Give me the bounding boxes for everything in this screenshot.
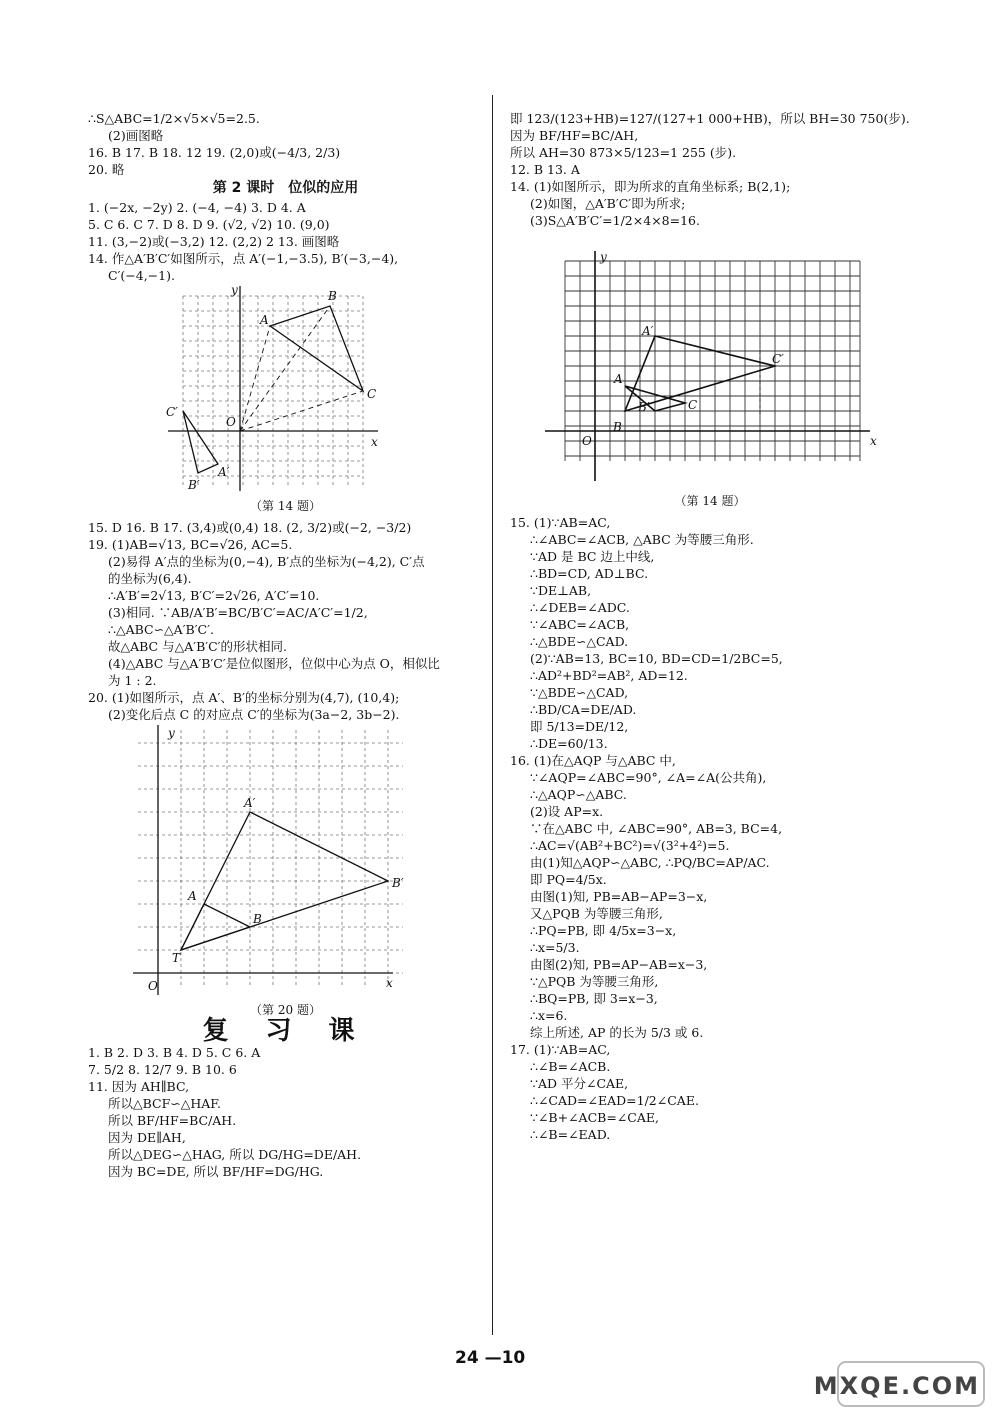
point-label-B: B [253,912,262,926]
text-line: 由图(1)知, PB=AB−AP=3−x, [530,889,708,904]
text-line: 11. 因为 AH∥BC, [88,1079,190,1094]
origin-label: O [582,434,592,448]
figure-14-right-grid [510,231,910,491]
text-line: 17. (1)∵AB=AC, [510,1042,611,1057]
figure-14-caption: （第 14 题） [250,499,321,513]
text-line: 的坐标为(6,4). [108,571,192,586]
text-line: ∴△ABC∽△A′B′C′. [108,622,214,637]
axis-label-y: y [600,250,607,264]
text-line: 16. B 17. B 18. 12 19. (2,0)或(−4/3, 2/3) [88,145,341,160]
point-label-A: A [614,372,623,386]
text-line: (2)画图略 [108,128,164,143]
text-line: ∴∠B=∠ACB. [530,1059,611,1074]
point-label-A: A [260,313,269,327]
text-line: ∴AD²+BD²=AB², AD=12. [530,668,688,683]
section-title-positional-similarity: 第 2 课时 位似的应用 [212,180,359,196]
text-line: ∴DE=60/13. [530,736,608,751]
text-line: C′(−4,−1). [108,268,175,283]
text-line: ∴AC=√(AB²+BC²)=√(3²+4²)=5. [530,838,730,853]
text-line: 12. B 13. A [510,162,580,177]
text-line: 16. (1)在△AQP 与△ABC 中, [510,753,676,768]
axis-label-y: y [231,286,238,297]
point-label-A: A [188,889,197,903]
text-line: 5. C 6. C 7. D 8. D 9. (√2, √2) 10. (9,0) [88,217,330,232]
text-line: 综上所述, AP 的长为 5/3 或 6. [530,1025,704,1040]
text-line: 所以△BCF∽△HAF. [108,1096,221,1111]
text-line: 20. (1)如图所示，点 A′、B′的坐标分别为(4,7), (10,4); [88,690,400,705]
point-label-A-prime: A′ [218,465,230,479]
text-line: (2)设 AP=x. [530,804,604,819]
text-line: (3)S△A′B′C′=1/2×4×8=16. [530,213,700,228]
page-number: 24 —10 [455,1348,526,1368]
text-line: ∵∠AQP=∠ABC=90°, ∠A=∠A(公共角), [530,770,767,785]
text-line: 15. D 16. B 17. (3,4)或(0,4) 18. (2, 3/2)或(−2, −3/2) [88,520,412,535]
text-line: 即 123/(123+HB)=127/(127+1 000+HB)，所以 BH=30 750(步). [510,111,910,126]
figure-20-caption: （第 20 题） [250,1003,321,1017]
point-label-A-prime: A′ [244,796,256,810]
text-line: ∵∠ABC=∠ACB, [530,617,630,632]
figure-20-grid [88,725,483,1000]
section-title-review: 复 习 课 [202,1016,369,1046]
text-line: 14. 作△A′B′C′如图所示，点 A′(−1,−3.5), B′(−3,−4), [88,251,399,266]
text-line: ∵在△ABC 中, ∠ABC=90°, AB=3, BC=4, [530,821,783,836]
point-label-B-prime: B′ [638,400,650,414]
point-label-C: C [688,398,698,412]
axis-label-x: x [870,434,877,448]
text-line: ∴∠DEB=∠ADC. [530,600,630,615]
text-line: (2)易得 A′点的坐标为(0,−4), B′点的坐标为(−4,2), C′点 [108,554,425,569]
text-line: ∵△PQB 为等腰三角形, [530,974,659,989]
text-line: 20. 略 [88,162,125,177]
text-line: ∵∠B+∠ACB=∠CAE, [530,1110,659,1125]
text-line: 由图(2)知, PB=AP−AB=x−3, [530,957,708,972]
text-line: ∵DE⊥AB, [530,583,592,598]
text-line: ∴x=6. [530,1008,568,1023]
text-line: (2)变化后点 C 的对应点 C′的坐标为(3a−2, 3b−2). [108,707,400,722]
text-line: ∴A′B′=2√13, B′C′=2√26, A′C′=10. [108,588,320,603]
axis-label-x: x [371,435,378,449]
text-line: ∵△BDE∽△CAD, [530,685,629,700]
figure-14-caption: （第 14 题） [674,494,746,508]
text-line: 因为 BC=DE, 所以 BF/HF=DG/HG. [108,1164,324,1179]
text-line: ∴△AQP∽△ABC. [530,787,627,802]
text-line: 因为 BF/HF=BC/AH, [510,128,639,143]
left-lines-d [88,1044,483,1180]
point-label-A-prime: A′ [642,324,654,338]
text-line: 即 PQ=4/5x. [530,872,607,887]
text-line: (4)△ABC 与△A′B′C′是位似图形，位似中心为点 O，相似比 [108,656,440,671]
text-line: ∴△BDE∽△CAD. [530,634,629,649]
text-line: 15. (1)∵AB=AC, [510,515,611,530]
text-line: ∴∠ABC=∠ACB, △ABC 为等腰三角形. [530,532,754,547]
point-label-C-prime: C′ [772,352,784,366]
axis-label-x: x [386,976,393,990]
text-line: ∴∠CAD=∠EAD=1/2∠CAE. [530,1093,699,1108]
text-line: 19. (1)AB=√13, BC=√26, AC=5. [88,537,293,552]
right-lines-b [510,514,910,1143]
text-line: ∵AD 是 BC 边上中线, [530,549,655,564]
text-line: 故△ABC 与△A′B′C′的形状相同. [108,639,287,654]
text-line: 所以△DEG∽△HAG, 所以 DG/HG=DE/AH. [108,1147,362,1162]
text-line: 即 5/13=DE/12, [530,719,629,734]
text-line: 由(1)知△AQP∽△ABC, ∴PQ/BC=AP/AC. [530,855,770,870]
origin-label: O [148,979,158,993]
text-line: 7. 5/2 8. 12/7 9. B 10. 6 [88,1062,237,1077]
text-line: ∴BD=CD, AD⊥BC. [530,566,649,581]
text-line: (2)如图，△A′B′C′即为所求; [530,196,686,211]
text-line: ∴PQ=PB, 即 4/5x=3−x, [530,923,677,938]
text-line: 所以 BF/HF=BC/AH. [108,1113,237,1128]
text-line: ∴BQ=PB, 即 3=x−3, [530,991,658,1006]
point-label-C-prime: C′ [166,405,178,419]
text-line: 1. B 2. D 3. B 4. D 5. C 6. A [88,1045,261,1060]
point-label-T: T [172,951,181,965]
watermark-text: MXQE.COM [813,1372,980,1400]
right-lines-a [510,110,910,229]
figure-14-left-grid [88,286,483,496]
text-line: (3)相同. ∵AB/A′B′=BC/B′C′=AC/A′C′=1/2, [108,605,368,620]
point-label-B: B [328,289,337,303]
point-label-C: C [367,387,377,401]
text-line: ∴∠B=∠EAD. [530,1127,611,1142]
text-line: ∴x=5/3. [530,940,580,955]
text-line: 1. (−2x, −2y) 2. (−4, −4) 3. D 4. A [88,200,306,215]
text-line: 又△PQB 为等腰三角形, [530,906,663,921]
axis-label-y: y [168,726,175,740]
text-line: 14. (1)如图所示，即为所求的直角坐标系; B(2,1); [510,179,791,194]
text-line: 所以 AH=30 873×5/123=1 255 (步). [510,145,737,160]
point-label-B: B [613,420,622,434]
origin-label: O [226,415,236,429]
text-line: (2)∵AB=13, BC=10, BD=CD=1/2BC=5, [530,651,783,666]
text-line: ∴BD/CA=DE/AD. [530,702,637,717]
text-line: 因为 DE∥AH, [108,1130,186,1145]
text-line: ∴S△ABC=1/2×√5×√5=2.5. [88,111,260,126]
text-line: ∵AD 平分∠CAE, [530,1076,629,1091]
left-lines-b [88,199,483,284]
text-line: 11. (3,−2)或(−3,2) 12. (2,2) 2 13. 画图略 [88,234,340,249]
point-label-B-prime: B′ [392,876,404,890]
left-lines-a [88,110,483,178]
column-divider [492,95,493,1335]
point-label-B-prime: B′ [188,478,200,492]
left-column [88,110,483,1180]
left-lines-c [88,519,483,723]
right-column [510,110,910,1143]
text-line: 为 1 : 2. [108,673,157,688]
